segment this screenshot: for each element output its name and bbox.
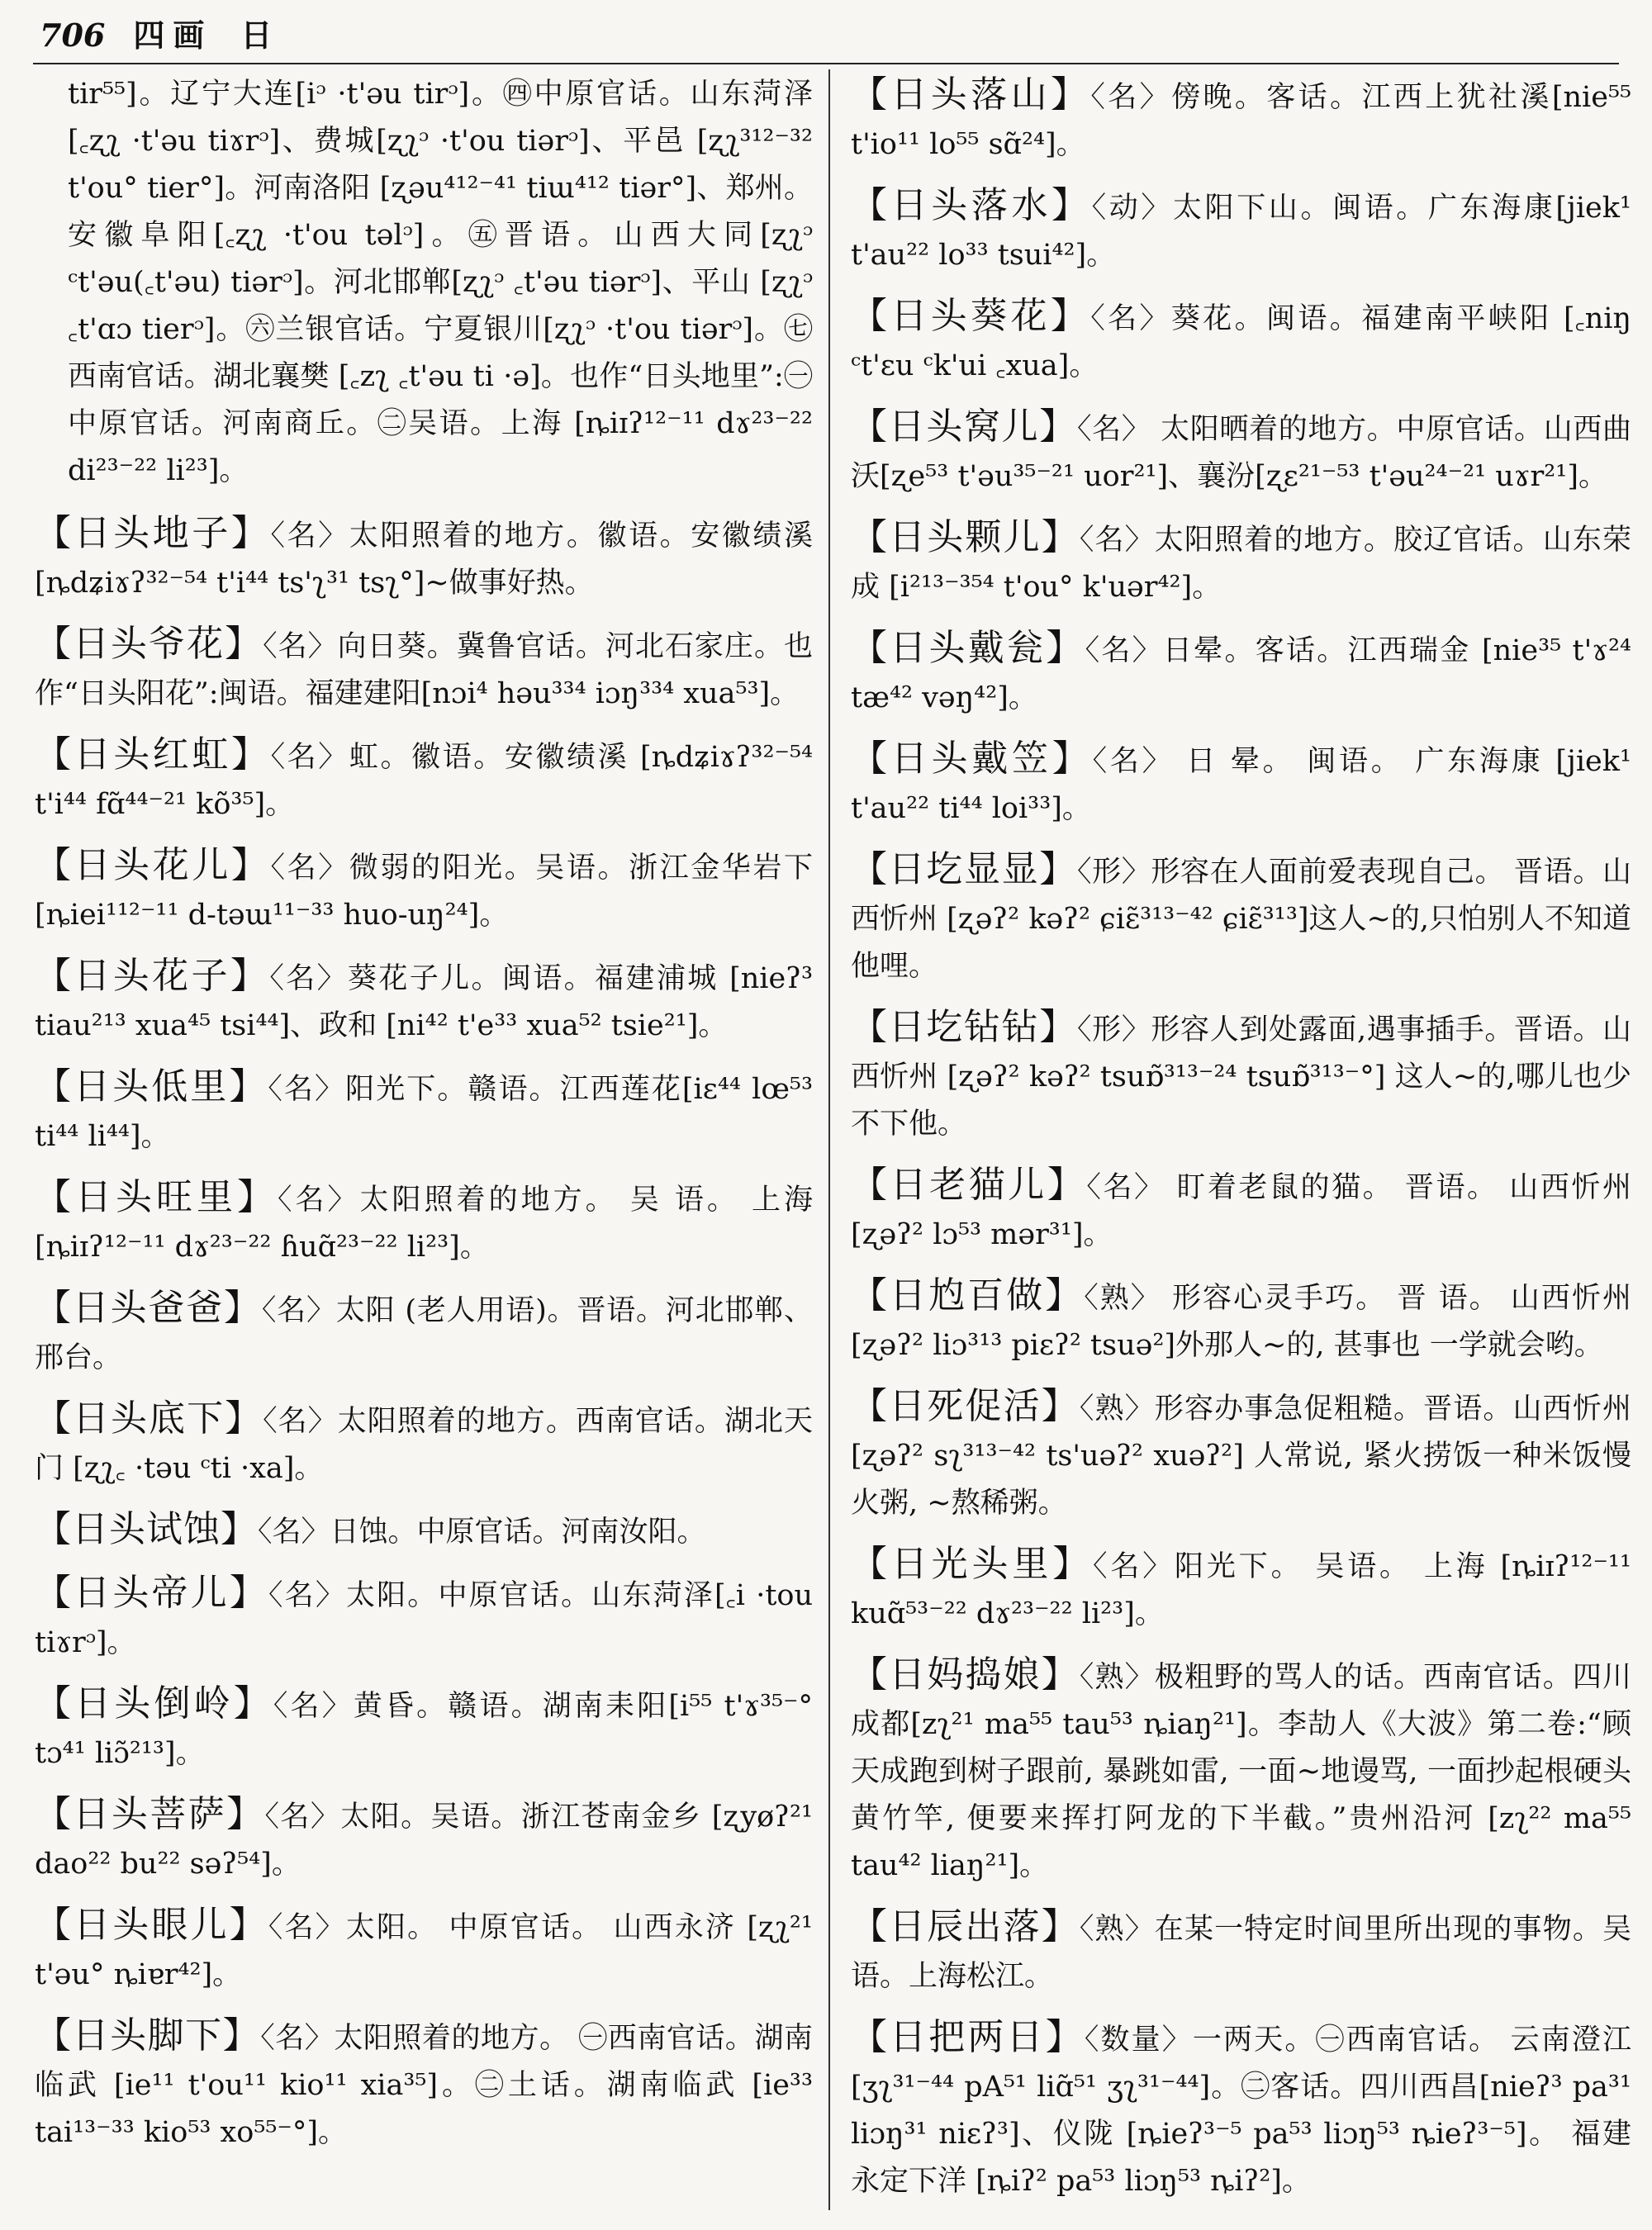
dictionary-entry <box>851 1004 1631 1148</box>
entry-definition: 〈名〉太阳。中原官话。山东菏泽[꜀i ·tou tiɤrᵓ]。 <box>35 1579 813 1659</box>
entry-headword: 【日尥百做】 <box>851 1274 1085 1317</box>
entry-headword: 【日头落水】 <box>851 184 1092 226</box>
dictionary-entry <box>35 2012 813 2156</box>
dictionary-entry <box>851 1383 1631 1527</box>
entry-headword: 【日头倒岭】 <box>35 1682 273 1725</box>
entry-definition: 〈名〉 太阳晒着的地方。中原官话。山西曲沃[ʐe⁵³ t'əu³⁵⁻²¹ uor²¹]、襄汾[ʐɛ²¹⁻⁵³ t'əu²⁴⁻²¹ uɤr²¹]。 <box>851 413 1631 493</box>
column-divider <box>828 69 830 2210</box>
entry-headword: 【日死促活】 <box>851 1385 1080 1427</box>
entry-headword: 【日圪钻钻】 <box>851 1006 1077 1048</box>
entry-definition: 〈名〉太阳照着的地方。西南官话。湖北天门 [ʐʅ꜀ ·təu ᶜti ·xa]。 <box>35 1405 813 1485</box>
entry-headword: 【日头花儿】 <box>35 844 271 886</box>
dictionary-entry <box>35 1901 813 1999</box>
entry-definition: 〈名〉日蚀。中原官话。河南汝阳。 <box>258 1516 706 1549</box>
dictionary-entry <box>851 1161 1631 1259</box>
entry-definition: 〈名〉日晕。客话。江西瑞金 [nie³⁵ t'ɤ²⁴ tæ⁴² vəŋ⁴²]。 <box>851 634 1632 714</box>
entry-headword: 【日头葵花】 <box>851 295 1091 337</box>
dictionary-entry <box>35 1680 813 1777</box>
entry-headword: 【日头窝儿】 <box>851 406 1077 448</box>
entry-headword: 【日头低里】 <box>35 1065 268 1108</box>
dictionary-entry <box>35 1569 813 1667</box>
entry-definition: 〈动〉太阳下山。闽语。广东海康[jiek¹ t'au²² lo³³ tsui⁴²]。 <box>851 192 1632 272</box>
page-header <box>40 10 280 59</box>
dictionary-entry <box>851 846 1631 990</box>
continued-entry: tir⁵⁵]。辽宁大连[iᵓ ·t'əu tirᵓ]。㊃中原官话。山东菏泽[꜀ʐʅ ·t'əu tiɤrᵓ]、费城[ʐʅᵓ ·t'ou tiərᵓ]、平邑 [ʐʅ³¹²⁻³² t'ou° tier°]。河南洛阳 [ʐəu⁴¹²⁻⁴¹ tiɯ⁴¹² tiər°]、郑州。安徽阜阳[꜀ʐʅ ·t'ou təlᵓ]。㊄晋语。山西大同[ʐʅᵓ ᶜt'əu(꜀t'əu) tiərᵓ]。河北邯郸[ʐʅᵓ ꜀t'əu tiərᵓ]、平山 [ʐʅᵓ ꜀t'ɑɔ tierᵓ]。㊅兰银官话。宁夏银川[ʐʅᵓ ·t'ou tiərᵓ]。㊆西南官话。湖北襄樊 [꜀zʅ ꜀t'əu ti ·ə]。也作“日头地里”:㊀中原官话。河南商丘。㊁吴语。上海 [ȵiɪʔ¹²⁻¹¹ dɤ²³⁻²² di²³⁻²² li²³]。 <box>68 78 813 487</box>
entry-definition: 〈形〉形容人到处露面,遇事插手。晋语。山西忻州 [ʐəʔ² kəʔ² tsuɒ̃³¹³⁻²⁴ tsuɒ̃³¹³⁻°] 这人~的,哪儿也少不下他。 <box>851 1013 1631 1141</box>
dictionary-entry <box>35 731 813 828</box>
entry-definition: 〈名〉太阳照着的地方。徽语。安徽绩溪[ȵdʑiɤʔ³²⁻⁵⁴ t'i⁴⁴ ts'ʅ³¹ tsʅ°]~做事好热。 <box>35 520 813 600</box>
entry-headword: 【日头花子】 <box>35 955 270 997</box>
dictionary-entry <box>35 1063 813 1160</box>
entry-definition: 〈熟〉在某一特定时间里所出现的事物。吴语。上海松江。 <box>851 1913 1631 1993</box>
entry-headword: 【日头戴瓮】 <box>851 627 1085 669</box>
entry-definition: 〈名〉 日 晕。 闽语。 广东海康 [jiek¹ t'au²² ti⁴⁴ loi³³]。 <box>851 745 1631 825</box>
entry-headword: 【日圪显显】 <box>851 848 1077 890</box>
entry-definition: 〈名〉傍晚。客话。江西上犹社溪[nie⁵⁵ t'io¹¹ lo⁵⁵ sɑ̃²⁴]。 <box>851 81 1632 161</box>
left-column <box>35 71 813 2213</box>
dictionary-entry <box>851 1903 1631 2000</box>
dictionary-entry <box>851 624 1631 722</box>
entry-headword: 【日头地子】 <box>35 512 271 554</box>
right-column <box>851 71 1631 2213</box>
entry-headword: 【日把两日】 <box>851 2016 1085 2058</box>
dictionary-entry <box>851 1651 1631 1890</box>
dictionary-entry <box>35 1395 813 1492</box>
dictionary-entry <box>851 2014 1631 2205</box>
header-rule <box>33 63 1619 64</box>
radical-label: 日 <box>240 17 281 54</box>
entry-headword: 【日头红虹】 <box>35 733 271 776</box>
entry-definition: 〈名〉葵花子儿。闽语。福建浦城 [nieʔ³ tiau²¹³ xua⁴⁵ tsi⁴⁴]、政和 [ni⁴² t'e³³ xua⁵² tsie²¹]。 <box>35 962 813 1042</box>
dictionary-entry <box>851 403 1631 501</box>
entry-headword: 【日头底下】 <box>35 1397 263 1440</box>
dictionary-entry <box>851 71 1631 168</box>
entry-headword: 【日头菩萨】 <box>35 1793 265 1835</box>
entry-headword: 【日头脚下】 <box>35 2014 261 2057</box>
entry-headword: 【日头落山】 <box>851 74 1091 116</box>
dictionary-entry <box>35 1174 813 1271</box>
dictionary-entry <box>35 1506 813 1556</box>
dictionary-entry <box>35 620 813 718</box>
entry-definition: 〈名〉太阳。 中原官话。 山西永济 [ʐʅ²¹ t'əu° ȵiɐr⁴²]。 <box>35 1911 813 1991</box>
entry-headword: 【日老猫儿】 <box>851 1164 1087 1206</box>
entry-definition: 〈名〉向日葵。冀鲁官话。河北石家庄。也作“日头阳花”:闽语。福建建阳[nɔi⁴ həu³³⁴ iɔŋ³³⁴ xua⁵³]。 <box>35 630 813 710</box>
entry-headword: 【日头帝儿】 <box>35 1572 268 1614</box>
entry-definition: 〈名〉葵花。闽语。福建南平峡阳 [꜀niŋ ᶜt'ɛu ᶜk'ui ꜀xua]。 <box>851 302 1632 382</box>
entry-definition: 〈名〉太阳照着的地方。 ㊀西南官话。湖南临武 [ie¹¹ t'ou¹¹ kio¹¹ xia³⁵]。㊁土话。湖南临武 [ie³³ tai¹³⁻³³ kio⁵³ xo⁵⁵⁻°]。 <box>35 2022 813 2149</box>
section-label: 四画 <box>133 17 213 54</box>
entry-headword: 【日辰出落】 <box>851 1905 1080 1948</box>
entry-definition: 〈名〉阳光下。赣语。江西莲花[iɛ⁴⁴ lœ⁵³ ti⁴⁴ li⁴⁴]。 <box>35 1073 813 1153</box>
page-number: 706 <box>40 17 106 54</box>
dictionary-entry <box>35 1791 813 1888</box>
entry-headword: 【日头戴笠】 <box>851 738 1093 780</box>
dictionary-entry <box>35 952 813 1050</box>
entry-headword: 【日头试蚀】 <box>35 1508 258 1550</box>
entry-definition: 〈名〉太阳 (老人用语)。晋语。河北邯郸、邢台。 <box>35 1294 814 1374</box>
entry-definition: 〈数量〉一两天。㊀西南官话。 云南澄江 [ʒʅ³¹⁻⁴⁴ pA⁵¹ liɑ̃⁵¹ ʒʅ³¹⁻⁴⁴]。㊁客话。四川西昌[nieʔ³ pa³¹ liɔŋ³¹ niɛʔ³]、仪陇 [ȵieʔ³⁻⁵ pa⁵³ liɔŋ⁵³ ȵieʔ³⁻⁵]。 福建永定下洋 [ȵiʔ² pa⁵³ liɔŋ⁵³ ȵiʔ²]。 <box>851 2024 1631 2198</box>
dictionary-entry <box>35 1284 813 1382</box>
entry-headword: 【日头旺里】 <box>35 1176 278 1218</box>
dictionary-entry <box>851 292 1631 390</box>
dictionary-entry <box>851 514 1631 611</box>
dictionary-entry <box>851 182 1631 279</box>
dictionary-entry <box>851 735 1631 833</box>
dictionary-entry <box>851 1272 1631 1369</box>
entry-definition: 〈名〉阳光下。 吴语。 上海 [ȵiɪʔ¹²⁻¹¹ kuɑ̃⁵³⁻²² dɤ²³⁻²² li²³]。 <box>851 1550 1631 1630</box>
entry-definition: 〈名〉太阳照着的地方。 吴 语。 上海 [ȵiɪʔ¹²⁻¹¹ dɤ²³⁻²² ɦuɑ̃²³⁻²² li²³]。 <box>35 1184 813 1264</box>
entry-definition: 〈名〉太阳照着的地方。胶辽官话。山东荣成 [i²¹³⁻³⁵⁴ t'ou° k'uər⁴²]。 <box>851 524 1631 604</box>
entry-definition: 〈熟〉形容办事急促粗糙。晋语。山西忻州 [ʐəʔ² sʅ³¹³⁻⁴² ts'uəʔ² xuəʔ²] 人常说, 紧火捞饭一种米饭慢火粥, ~熬稀粥。 <box>851 1393 1631 1520</box>
entry-definition: 〈名〉 盯着老鼠的猫。 晋语。 山西忻州 [ʐəʔ² lɔ⁵³ mər³¹]。 <box>851 1171 1631 1251</box>
entry-headword: 【日头颗儿】 <box>851 516 1080 558</box>
entry-headword: 【日妈捣娘】 <box>851 1654 1080 1696</box>
entry-definition: 〈熟〉 形容心灵手巧。 晋 语。 山西忻州 [ʐəʔ² liɔ³¹³ piɛʔ² tsuə²]外那人~的, 甚事也 一学就会哟。 <box>851 1282 1631 1362</box>
entry-definition: 〈名〉虹。徽语。安徽绩溪 [ȵdʑiɤʔ³²⁻⁵⁴ t'i⁴⁴ fɑ̃⁴⁴⁻²¹ kõ³⁵]。 <box>35 741 814 821</box>
entry-definition: 〈名〉黄昏。赣语。湖南耒阳[i⁵⁵ t'ɤ³⁵⁻° tɔ⁴¹ liɔ̃²¹³]。 <box>35 1690 814 1770</box>
entry-definition: 〈形〉形容在人面前爱表现自己。 晋语。山西忻州 [ʐəʔ² kəʔ² ɕiɛ̃³¹³⁻⁴² ɕiɛ̃³¹³]这人~的,只怕别人不知道他哩。 <box>851 856 1631 983</box>
entry-headword: 【日头眼儿】 <box>35 1904 268 1946</box>
entry-headword: 【日头爷花】 <box>35 623 263 665</box>
dictionary-entry <box>35 510 813 607</box>
entry-definition: 〈名〉太阳。吴语。浙江苍南金乡 [ʐyøʔ²¹ dao²² bu²² səʔ⁵⁴]。 <box>35 1801 814 1881</box>
entry-headword: 【日光头里】 <box>851 1543 1094 1585</box>
entry-headword: 【日头爸爸】 <box>35 1287 262 1329</box>
entry-definition: 〈熟〉极粗野的骂人的话。西南官话。四川成都[zʅ²¹ ma⁵⁵ tau⁵³ ȵiaŋ²¹]。李劼人《大波》第二卷:“顾天成跑到树子跟前, 暴跳如雷, 一面~地谩骂, 一面抄起根硬头黄竹竿, 便要来挥打阿龙的下半截。”贵州沿河 [zʅ²² ma⁵⁵ tau⁴² liaŋ²¹]。 <box>851 1661 1631 1882</box>
entry-definition: 〈名〉微弱的阳光。吴语。浙江金华岩下[ȵiei¹¹²⁻¹¹ d-təɯ¹¹⁻³³ huo-uŋ²⁴]。 <box>35 852 813 932</box>
dictionary-entry <box>35 842 813 939</box>
dictionary-entry <box>851 1540 1631 1638</box>
